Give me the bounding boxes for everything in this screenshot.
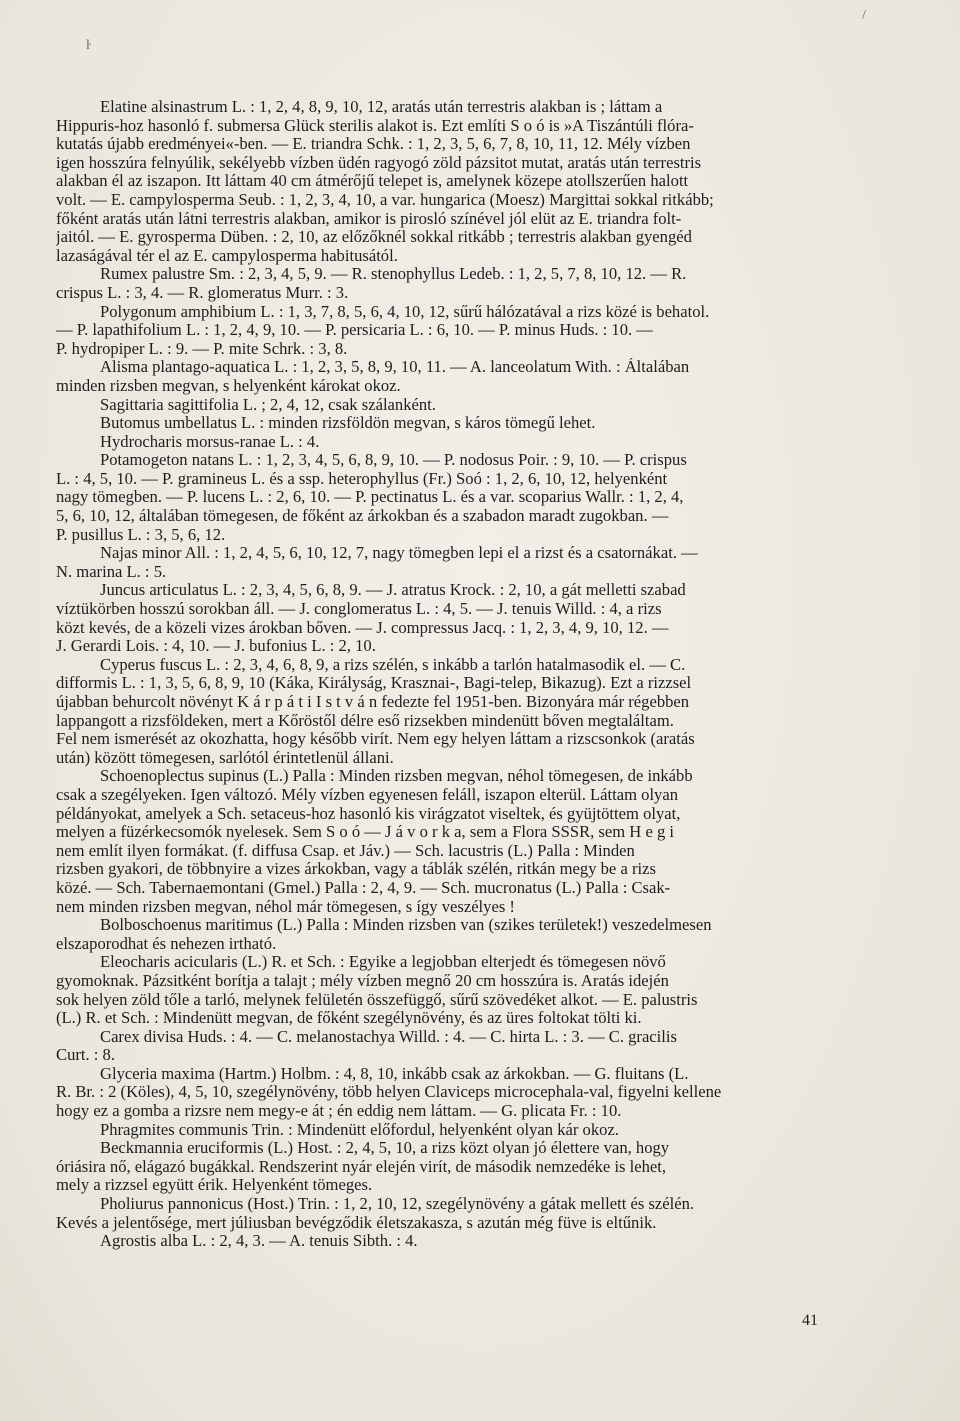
- text-line: Hippuris-hoz hasonló f. submersa Glück sterilis alakot is. Ezt említi S o ó is »A Tiszántúli flóra-: [56, 116, 694, 135]
- text-line: Agrostis alba L. : 2, 4, 3. — A. tenuis Sibth. : 4.: [100, 1232, 418, 1251]
- text-line: után) között tömegesen, sarlótól érintetlenül állani.: [56, 748, 394, 767]
- paragraph: [56, 1065, 914, 1121]
- text-line: közt kevés, de a közeli vizes árokban bőven. — J. compressus Jacq. : 1, 2, 3, 4, 9, 10, 12. —: [56, 618, 669, 637]
- text-line: kutatás újabb eredményei«-ben. — E. triandra Schk. : 1, 2, 3, 5, 6, 7, 8, 10, 11, 12. Mély vízben: [56, 135, 691, 154]
- paragraph: [56, 98, 914, 265]
- text-line: rizsben gyakori, de többnyire a vizes árkokban, vagy a táblák szélén, ritkán megy be a rizs: [56, 860, 656, 879]
- margin-mark: ŀ: [86, 38, 91, 53]
- document-body: [56, 98, 914, 1251]
- text-line: Curt. : 8.: [56, 1046, 116, 1065]
- paragraph: [56, 1028, 914, 1065]
- text-line: Alisma plantago-aquatica L. : 1, 2, 3, 5, 8, 9, 10, 11. — A. lanceolatum With. : Általában: [100, 358, 690, 377]
- text-line: jaitól. — E. gyrosperma Düben. : 2, 10, az előzőknél sokkal ritkább ; terrestris alakban gyengéd: [56, 228, 692, 247]
- text-line: volt. — E. campylosperma Seub. : 1, 2, 3, 4, 10, a var. hungarica (Moesz) Margittai sokkal ritkább;: [56, 190, 714, 209]
- paragraph: [56, 953, 914, 1027]
- text-line: Phragmites communis Trin. : Mindenütt előfordul, helyenként olyan kár okoz.: [100, 1120, 619, 1139]
- text-line: újabban behurcolt növényt K á r p á t i I s t v á n fedezte fel 1951-ben. Bizonyára már régebben: [56, 693, 690, 711]
- text-line: sok helyen zöld tőle a tarló, melynek felületén összefüggő, sűrű szövedéket alkot. — E. palustris: [56, 990, 698, 1009]
- text-line: elszaporodhat és nehezen irtható.: [56, 934, 277, 953]
- paragraph: [56, 396, 914, 415]
- paragraph: [56, 303, 914, 359]
- text-line: Sagittaria sagittifolia L. ; 2, 4, 12, csak szálanként.: [100, 395, 436, 414]
- text-line: Eleocharis acicularis (L.) R. et Sch. : Egyike a legjobban elterjedt és tömegesen növő: [100, 953, 666, 972]
- text-line: P. pusillus L. : 3, 5, 6, 12.: [56, 525, 226, 544]
- text-line: alakban él az iszapon. Itt láttam 40 cm átmérőjű telepet is, amelynek közepe atollszerűen halott: [56, 172, 689, 191]
- text-line: R. Br. : 2 (Köles), 4, 5, 10, szegélynövény, több helyen Claviceps microcephala-val, figyelni kellene: [56, 1083, 722, 1102]
- text-line: Bolboschoenus maritimus (L.) Palla : Minden rizsben van (szikes területek!) veszedelmesen: [100, 916, 712, 935]
- text-line: hogy ez a gomba a rizsre nem megy-e át ; én eddig nem láttam. — G. plicata Fr. : 10.: [56, 1102, 622, 1121]
- text-line: 5, 6, 10, 12, általában tömegesen, de főként az árkokban és a szabadon maradt zugokban. —: [56, 507, 669, 526]
- text-line: L. : 4, 5, 10. — P. gramineus L. és a ssp. heterophyllus (Fr.) Soó : 1, 2, 6, 10, 12, helyenként: [56, 469, 668, 488]
- paragraph: [56, 414, 914, 433]
- text-line: mely a rizzsel együtt érik. Helyenként tömeges.: [56, 1176, 373, 1195]
- text-line: Glyceria maxima (Hartm.) Holbm. : 4, 8, 10, inkább csak az árkokban. — G. fluitans (L.: [100, 1064, 689, 1083]
- text-line: Carex divisa Huds. : 4. — C. melanostachya Willd. : 4. — C. hirta L. : 3. — C. gracilis: [100, 1027, 677, 1046]
- paragraph: [56, 581, 914, 655]
- text-line: lazaságával tér el az E. campylosperma habitusától.: [56, 246, 398, 265]
- text-line: N. marina L. : 5.: [56, 562, 167, 581]
- text-line: P. hydropiper L. : 9. — P. mite Schrk. : 3, 8.: [56, 339, 348, 358]
- text-line: óriásira nő, elágazó bugákkal. Rendszerint nyár elején virít, de második nemzedéke is lehet,: [56, 1157, 667, 1176]
- paragraph: [56, 1139, 914, 1195]
- text-line: crispus L. : 3, 4. — R. glomeratus Murr. : 3.: [56, 283, 349, 302]
- text-line: nem említ ilyen formákat. (f. diffusa Csap. et Jáv.) — Sch. lacustris (L.) Palla : Minden: [56, 841, 635, 860]
- paragraph: [56, 916, 914, 953]
- text-line: difformis L. : 1, 3, 5, 6, 8, 9, 10 (Káka, Királyság, Krasznai-, Bagi-telep, Bikazug). Ezt a rizzsel: [56, 674, 692, 693]
- text-line: főként aratás után látni terrestris alakban, amikor is pirosló színével jól elüt az E. triandra folt-: [56, 209, 682, 228]
- text-line: csak a szegélyeken. Igen változó. Mély vízben egyenesen feláll, iszapon elterül. Láttam olyan: [56, 785, 679, 804]
- text-line: Rumex palustre Sm. : 2, 3, 4, 5, 9. — R. stenophyllus Ledeb. : 1, 2, 5, 7, 8, 10, 12. — R.: [100, 265, 687, 284]
- text-line: melyen a füzérkecsomók nyelesek. Sem S o ó — J á v o r k a, sem a Flora SSSR, sem H e g i: [56, 823, 675, 842]
- page-number: 41: [802, 1312, 818, 1329]
- text-line: közé. — Sch. Tabernaemontani (Gmel.) Palla : 2, 4, 9. — Sch. mucronatus (L.) Palla : Csak-: [56, 878, 671, 897]
- paragraph: [56, 1195, 914, 1232]
- text-line: nagy tömegben. — P. lucens L. : 2, 6, 10. — P. pectinatus L. és a var. scoparius Wallr. : 1, 2, 4,: [56, 488, 684, 507]
- text-line: Butomus umbellatus L. : minden rizsföldön megvan, s káros tömegű lehet.: [100, 414, 596, 433]
- paragraph: [56, 265, 914, 302]
- text-line: — P. lapathifolium L. : 1, 2, 4, 9, 10. — P. persicaria L. : 6, 10. — P. minus Huds. : 10. —: [56, 321, 653, 340]
- text-line: víztükörben hosszú sorokban áll. — J. conglomeratus L. : 4, 5. — J. tenuis Willd. : 4, a rizs: [56, 600, 662, 619]
- text-line: Fel nem ismerését az okozhatta, hogy később virít. Nem egy helyen láttam a rizscsonkok (aratás: [56, 730, 695, 749]
- text-line: Elatine alsinastrum L. : 1, 2, 4, 8, 9, 10, 12, aratás után terrestris alakban is ; láttam a: [100, 98, 663, 116]
- paragraph: [56, 1121, 914, 1140]
- text-line: Najas minor All. : 1, 2, 4, 5, 6, 10, 12, 7, nagy tömegben lepi el a rizst és a csatornákat. —: [100, 544, 698, 563]
- paragraph: [56, 433, 914, 452]
- paragraph: [56, 1232, 914, 1251]
- text-line: Schoenoplectus supinus (L.) Palla : Minden rizsben megvan, néhol tömegesen, de inkább: [100, 767, 693, 786]
- text-line: lappangott a rizsföldeken, mert a Kőröstől délre eső rizsekben mindenütt bőven megtaláltam.: [56, 711, 674, 730]
- text-line: igen hosszúra felnyúlik, sekélyebb vízben üdén ragyogó zöld pázsitot mutat, aratás után terrestris: [56, 153, 702, 172]
- text-line: (L.) R. et Sch. : Mindenütt megvan, de főként szegélynövény, és az üres foltokat tölti ki.: [56, 1009, 642, 1028]
- text-line: minden rizsben megvan, s helyenként károkat okoz.: [56, 376, 401, 395]
- text-line: nem minden rizsben megvan, néhol már tömegesen, s így veszélyes !: [56, 897, 515, 916]
- text-line: Potamogeton natans L. : 1, 2, 3, 4, 5, 6, 8, 9, 10. — P. nodosus Poir. : 9, 10. — P. crispus: [100, 451, 687, 470]
- text-line: Hydrocharis morsus-ranae L. : 4.: [100, 432, 320, 451]
- text-line: Juncus articulatus L. : 2, 3, 4, 5, 6, 8, 9. — J. atratus Krock. : 2, 10, a gát melletti szabad: [100, 581, 686, 600]
- text-line: J. Gerardi Lois. : 4, 10. — J. bufonius L. : 2, 10.: [56, 637, 376, 656]
- paragraph: [56, 358, 914, 395]
- paragraph: [56, 656, 914, 768]
- paragraph: [56, 767, 914, 916]
- paragraph: [56, 544, 914, 581]
- margin-mark: /: [862, 8, 866, 23]
- paragraph: [56, 451, 914, 544]
- text-line: Cyperus fuscus L. : 2, 3, 4, 6, 8, 9, a rizs szélén, s inkább a tarlón hatalmasodik el. — C.: [100, 655, 686, 674]
- text-line: Polygonum amphibium L. : 1, 3, 7, 8, 5, 6, 4, 10, 12, sűrű hálózatával a rizs közé is behatol.: [100, 302, 710, 321]
- text-line: példányokat, amelyek a Sch. setaceus-hoz hasonló kis virágzatot viseltek, és gyüjtöttem olyat,: [56, 804, 681, 823]
- text-line: gyomoknak. Pázsitként borítja a talajt ; mély vízben megnő 20 cm hosszúra is. Aratás idején: [56, 971, 669, 990]
- text-line: Kevés a jelentősége, mert júliusban bevégződik életszakasza, s azután még füve is eltűnik.: [56, 1213, 657, 1232]
- text-line: Pholiurus pannonicus (Host.) Trin. : 1, 2, 10, 12, szegélynövény a gátak mellett és szélén.: [100, 1195, 695, 1214]
- text-line: Beckmannia eruciformis (L.) Host. : 2, 4, 5, 10, a rizs közt olyan jó élettere van, hogy: [100, 1139, 670, 1158]
